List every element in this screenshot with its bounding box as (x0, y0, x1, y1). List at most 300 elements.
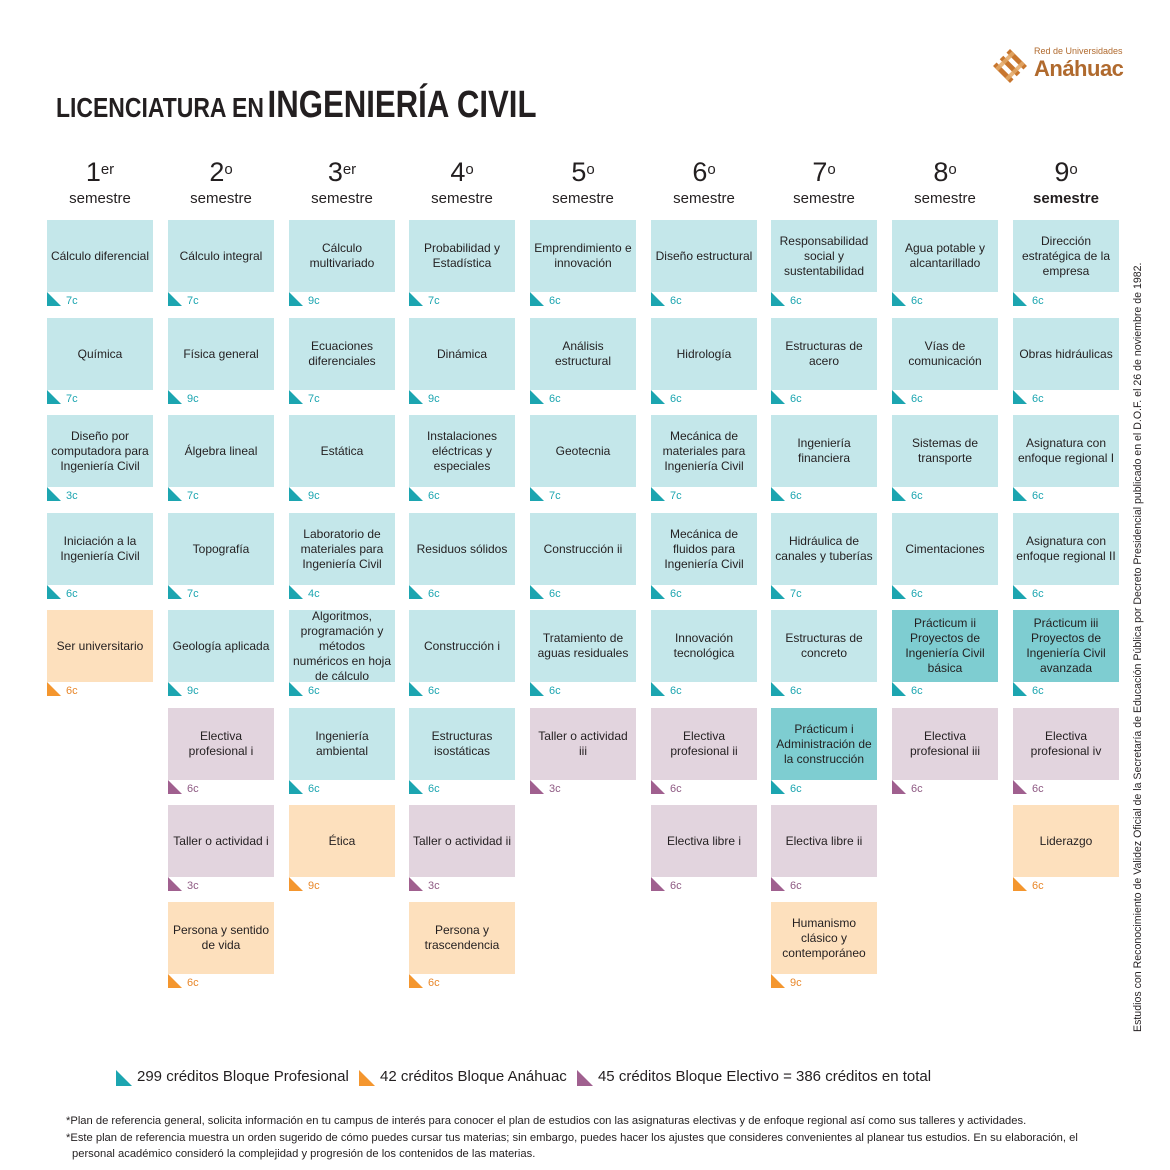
course-name: Dirección estratégica de la empresa (1021, 233, 1111, 278)
course-card (651, 610, 757, 682)
course-credits (47, 682, 107, 698)
credit-value: 6c (549, 685, 561, 697)
credit-flag-icon (168, 390, 182, 404)
course-card (1013, 318, 1119, 390)
course-credits (771, 877, 831, 893)
course-credits (289, 585, 349, 601)
credit-value: 4c (308, 588, 320, 600)
credit-flag-icon (651, 390, 665, 404)
credit-value: 6c (1032, 880, 1044, 892)
course-credits (651, 780, 711, 796)
credit-value: 6c (1032, 588, 1044, 600)
semester-number-value: 2 (209, 157, 225, 187)
course-card (892, 318, 998, 390)
course-credits (168, 585, 228, 601)
course-name: Humanismo clásico y contemporáneo (782, 915, 866, 960)
course-name: Residuos sólidos (416, 541, 508, 556)
credit-value: 3c (66, 490, 78, 502)
semester-number-value: 4 (450, 157, 466, 187)
course-name: Estructuras isostáticas (431, 729, 493, 758)
credit-flag-icon (530, 585, 544, 599)
credit-flag-icon (168, 292, 182, 306)
course-card (409, 220, 515, 292)
course-credits (409, 585, 469, 601)
course-card (168, 220, 274, 292)
course-name: Laboratorio de materiales para Ingeniería Civil (300, 526, 384, 571)
title-program: INGENIERÍA CIVIL (267, 84, 537, 126)
credit-value: 6c (66, 685, 78, 697)
credit-value: 6c (1032, 393, 1044, 405)
footnote-1: *Plan de referencia general, solicita información en tu campus de interés para conocer el plan de estudios con las asignaturas electivas y de enfoque regional así como sus talleres y actividades. (66, 1115, 1027, 1127)
course-card (168, 415, 274, 487)
course-name: Mecánica de materiales para Ingeniería Civil (662, 428, 746, 473)
semester-header-8 (892, 158, 998, 207)
credit-value: 6c (670, 685, 682, 697)
course-credits (289, 390, 349, 406)
logo-name-text: Anáhuac (1034, 56, 1124, 81)
credit-value: 6c (911, 295, 923, 307)
credit-flag-icon (409, 780, 423, 794)
credit-value: 7c (670, 490, 682, 502)
credit-value: 6c (549, 295, 561, 307)
course-card (771, 513, 877, 585)
course-name: Algoritmos, programación y métodos numéricos en hoja de cálculo (292, 608, 392, 683)
credit-flag-icon (168, 682, 182, 696)
course-card (168, 513, 274, 585)
semester-number (771, 158, 877, 186)
semester-header-3 (289, 158, 395, 207)
course-name: Sistemas de transporte (911, 436, 979, 465)
logo-network-text: Red de Universidades (1034, 46, 1123, 56)
semester-header-9 (1013, 158, 1119, 207)
course-credits (771, 585, 831, 601)
course-card (168, 318, 274, 390)
course-name: Hidráulica de canales y tuberías (775, 534, 873, 563)
course-card (771, 610, 877, 682)
credit-flag-icon (168, 974, 182, 988)
credit-flag-icon (289, 487, 303, 501)
course-name: Taller o actividad ii (412, 833, 512, 848)
credit-value: 6c (790, 783, 802, 795)
semester-header-6 (651, 158, 757, 207)
course-credits (409, 682, 469, 698)
course-card (289, 513, 395, 585)
course-credits (168, 390, 228, 406)
semester-number (651, 158, 757, 186)
course-name: Liderazgo (1039, 833, 1093, 848)
credit-value: 6c (187, 783, 199, 795)
credit-flag-icon (1013, 390, 1027, 404)
course-name: Álgebra lineal (184, 443, 258, 458)
course-card (289, 610, 395, 682)
credit-flag-icon (47, 585, 61, 599)
credit-flag-icon (771, 487, 785, 501)
course-card (771, 902, 877, 974)
semester-ordinal-suffix: o (1069, 161, 1078, 178)
course-name: Dinámica (436, 346, 487, 361)
course-credits (47, 292, 107, 308)
credit-value: 7c (66, 393, 78, 405)
course-card (168, 805, 274, 877)
legend-profesional (116, 1068, 349, 1085)
credit-flag-icon (892, 585, 906, 599)
course-card (47, 415, 153, 487)
credit-value: 7c (187, 490, 199, 502)
course-card (651, 415, 757, 487)
course-name: Diseño estructural (655, 248, 753, 263)
credit-flag-icon (892, 487, 906, 501)
credit-flag-icon (47, 390, 61, 404)
credit-flag-icon (1013, 780, 1027, 794)
course-name: Prácticum iii Proyectos de Ingeniería Civil avanzada (1026, 616, 1106, 675)
semester-label: semestre (1033, 190, 1099, 207)
credit-value: 6c (911, 783, 923, 795)
semester-header-1 (47, 158, 153, 207)
course-card (289, 415, 395, 487)
anahuac-logo (990, 42, 1124, 88)
credit-value: 6c (790, 880, 802, 892)
course-name: Cálculo diferencial (50, 248, 150, 263)
footnote-3: personal académico consideró la complejidad y progresión de los contenidos de las materias. (72, 1148, 536, 1160)
credit-value: 6c (428, 685, 440, 697)
semester-number-value: 6 (692, 157, 708, 187)
credit-flag-icon (168, 487, 182, 501)
credit-flag-icon (892, 292, 906, 306)
course-card (409, 708, 515, 780)
course-credits (651, 390, 711, 406)
semester-label: semestre (914, 190, 976, 207)
credit-flag-icon (1013, 292, 1027, 306)
credit-flag-icon (409, 877, 423, 891)
course-card (530, 513, 636, 585)
credit-flag-icon (771, 585, 785, 599)
credit-value: 9c (308, 490, 320, 502)
course-name: Estructuras de acero (785, 339, 863, 368)
credit-flag-icon (530, 390, 544, 404)
credit-flag-icon (530, 682, 544, 696)
course-name: Química (77, 346, 123, 361)
credit-value: 6c (670, 880, 682, 892)
course-card (771, 805, 877, 877)
course-credits (168, 682, 228, 698)
credit-flag-icon (47, 682, 61, 696)
course-card (651, 318, 757, 390)
credit-flag-icon (530, 487, 544, 501)
credit-flag-icon (47, 487, 61, 501)
credit-flag-icon (651, 877, 665, 891)
course-credits (771, 974, 831, 990)
credit-value: 6c (670, 393, 682, 405)
semester-number-value: 9 (1054, 157, 1070, 187)
course-credits (530, 390, 590, 406)
semester-label: semestre (69, 190, 131, 207)
course-card (530, 610, 636, 682)
course-credits (409, 877, 469, 893)
semester-number-value: 3 (327, 157, 343, 187)
validity-side-note: Estudios con Reconocimiento de Validez Oficial de la Secretaría de Educación Pública por Decreto Presidencial publicado en el D.O.F. el 26 de noviembre de 1982. (1132, 262, 1144, 1032)
credit-flag-icon (409, 487, 423, 501)
credit-value: 6c (308, 783, 320, 795)
semester-label: semestre (431, 190, 493, 207)
credit-value: 6c (790, 393, 802, 405)
course-name: Electiva libre i (666, 833, 742, 848)
course-credits (892, 292, 952, 308)
credit-flag-icon (409, 974, 423, 988)
credit-value: 7c (187, 295, 199, 307)
credit-value: 7c (428, 295, 440, 307)
semester-ordinal-suffix: o (586, 161, 595, 178)
course-credits (289, 487, 349, 503)
credit-value: 6c (790, 685, 802, 697)
course-name: Estructuras de concreto (785, 631, 863, 660)
credit-value: 6c (428, 783, 440, 795)
credit-flag-icon (651, 780, 665, 794)
course-credits (651, 487, 711, 503)
credit-value: 7c (549, 490, 561, 502)
semester-number (289, 158, 395, 186)
credit-value: 7c (790, 588, 802, 600)
semester-ordinal-suffix: o (948, 161, 957, 178)
course-card (771, 708, 877, 780)
credit-value: 6c (911, 588, 923, 600)
credit-value: 6c (790, 490, 802, 502)
course-card (1013, 708, 1119, 780)
course-name: Mecánica de fluidos para Ingeniería Civil (664, 526, 744, 571)
credit-flag-icon (530, 292, 544, 306)
course-name: Electiva profesional iv (1030, 729, 1102, 758)
credit-value: 6c (911, 685, 923, 697)
course-name: Topografía (192, 541, 250, 556)
course-card (289, 805, 395, 877)
credit-flag-icon (771, 974, 785, 988)
course-card (1013, 805, 1119, 877)
credit-flag-icon (409, 292, 423, 306)
course-name: Estática (320, 443, 364, 458)
credit-value: 6c (549, 393, 561, 405)
course-credits (892, 682, 952, 698)
course-credits (771, 780, 831, 796)
course-card (1013, 220, 1119, 292)
course-credits (47, 585, 107, 601)
credit-value: 6c (1032, 490, 1044, 502)
credit-value: 3c (428, 880, 440, 892)
credit-flag-icon (289, 292, 303, 306)
course-name: Ser universitario (56, 638, 144, 653)
semester-ordinal-suffix: o (224, 161, 233, 178)
course-card (168, 708, 274, 780)
credit-flag-icon (651, 487, 665, 501)
course-card (168, 902, 274, 974)
legend-electivo-flag-icon (577, 1070, 593, 1086)
course-card (892, 708, 998, 780)
course-name: Vías de comunicación (908, 339, 982, 368)
semester-number-value: 7 (812, 157, 828, 187)
semester-ordinal-suffix: er (100, 161, 115, 178)
credit-flag-icon (1013, 682, 1027, 696)
footnote-2: *Este plan de referencia muestra un orden sugerido de cómo puedes cursar tus materias; sin embargo, puedes hacer los ajustes que consideres convenientes al planear tus estudios. En su elaboración, el (66, 1132, 1078, 1144)
legend-profesional-flag-icon (116, 1070, 132, 1086)
credit-value: 7c (66, 295, 78, 307)
semester-number (409, 158, 515, 186)
semester-number (1013, 158, 1119, 186)
course-card (530, 708, 636, 780)
course-credits (1013, 780, 1073, 796)
semester-number-value: 1 (85, 157, 101, 187)
course-card (409, 902, 515, 974)
course-name: Electiva profesional iii (909, 729, 981, 758)
course-card (892, 610, 998, 682)
course-name: Electiva libre ii (785, 833, 863, 848)
course-credits (47, 390, 107, 406)
course-credits (168, 292, 228, 308)
course-credits (1013, 585, 1073, 601)
semester-number-value: 5 (571, 157, 587, 187)
credit-value: 6c (187, 977, 199, 989)
credit-value: 9c (308, 880, 320, 892)
semester-ordinal-suffix: o (827, 161, 836, 178)
course-credits (771, 682, 831, 698)
course-card (892, 513, 998, 585)
course-card (289, 220, 395, 292)
credit-flag-icon (1013, 877, 1027, 891)
course-card (289, 708, 395, 780)
semester-number (168, 158, 274, 186)
course-credits (409, 487, 469, 503)
legend-electivo-label: 45 créditos Bloque Electivo = 386 créditos en total (597, 1068, 932, 1085)
credit-flag-icon (771, 390, 785, 404)
course-card (409, 318, 515, 390)
legend-anahuac-label: 42 créditos Bloque Anáhuac (379, 1068, 567, 1085)
course-name: Geotecnia (555, 443, 611, 458)
course-name: Taller o actividad iii (538, 729, 628, 758)
course-name: Emprendimiento e innovación (534, 241, 632, 270)
semester-header-4 (409, 158, 515, 207)
course-credits (892, 780, 952, 796)
credit-value: 6c (911, 490, 923, 502)
credit-value: 9c (308, 295, 320, 307)
course-card (651, 220, 757, 292)
course-card (530, 220, 636, 292)
credit-value: 6c (428, 490, 440, 502)
credit-value: 6c (428, 977, 440, 989)
course-name: Electiva profesional ii (670, 729, 738, 758)
course-name: Instalaciones eléctricas y especiales (426, 428, 498, 473)
semester-label: semestre (190, 190, 252, 207)
course-name: Hidrología (676, 346, 732, 361)
course-card (530, 415, 636, 487)
course-credits (530, 780, 590, 796)
course-credits (651, 292, 711, 308)
semester-ordinal-suffix: er (342, 161, 357, 178)
course-card (771, 220, 877, 292)
course-name: Tratamiento de aguas residuales (537, 631, 629, 660)
course-name: Ingeniería ambiental (315, 729, 369, 758)
semester-ordinal-suffix: o (707, 161, 716, 178)
course-credits (892, 390, 952, 406)
course-name: Electiva profesional i (188, 729, 254, 758)
course-name: Cálculo multivariado (309, 241, 375, 270)
credit-flag-icon (892, 682, 906, 696)
credit-value: 3c (549, 783, 561, 795)
course-name: Persona y sentido de vida (172, 923, 270, 952)
credit-value: 6c (1032, 783, 1044, 795)
course-credits (168, 974, 228, 990)
semester-header-5 (530, 158, 636, 207)
course-credits (892, 487, 952, 503)
course-credits (409, 292, 469, 308)
semester-label: semestre (793, 190, 855, 207)
course-card (409, 513, 515, 585)
credit-flag-icon (47, 292, 61, 306)
course-name: Responsabilidad social y sustentabilidad (779, 233, 869, 278)
credit-value: 6c (549, 588, 561, 600)
legend-profesional-label: 299 créditos Bloque Profesional (137, 1068, 349, 1085)
semester-number (892, 158, 998, 186)
course-credits (168, 780, 228, 796)
course-credits (771, 487, 831, 503)
course-credits (409, 974, 469, 990)
course-credits (651, 682, 711, 698)
course-name: Construcción ii (543, 541, 623, 556)
credit-flag-icon (409, 390, 423, 404)
course-credits (530, 292, 590, 308)
course-card (892, 415, 998, 487)
course-card (47, 318, 153, 390)
semester-header-7 (771, 158, 877, 207)
credit-flag-icon (771, 292, 785, 306)
course-card (409, 610, 515, 682)
course-name: Ingeniería financiera (797, 436, 851, 465)
credit-flag-icon (651, 682, 665, 696)
course-card (409, 805, 515, 877)
course-card (1013, 415, 1119, 487)
credit-value: 6c (790, 295, 802, 307)
credit-flag-icon (651, 292, 665, 306)
course-name: Análisis estructural (554, 339, 612, 368)
credit-flag-icon (409, 682, 423, 696)
course-name: Asignatura con enfoque regional I (1017, 436, 1115, 465)
semester-number (530, 158, 636, 186)
semester-number (47, 158, 153, 186)
credit-flag-icon (289, 877, 303, 891)
anahuac-logo-mark (990, 46, 1030, 86)
course-card (47, 220, 153, 292)
course-credits (168, 487, 228, 503)
course-credits (1013, 292, 1073, 308)
course-credits (530, 585, 590, 601)
course-card (651, 513, 757, 585)
credit-flag-icon (168, 780, 182, 794)
course-name: Iniciación a la Ingeniería Civil (60, 534, 140, 563)
course-card (47, 610, 153, 682)
credit-flag-icon (289, 390, 303, 404)
credit-flag-icon (168, 585, 182, 599)
legend-anahuac (359, 1068, 567, 1085)
credit-value: 6c (1032, 685, 1044, 697)
course-card (1013, 513, 1119, 585)
course-name: Obras hidráulicas (1019, 346, 1113, 361)
course-card (530, 318, 636, 390)
course-name: Agua potable y alcantarillado (904, 241, 986, 270)
course-credits (771, 390, 831, 406)
course-name: Geología aplicada (172, 638, 270, 653)
course-credits (1013, 487, 1073, 503)
course-name: Taller o actividad i (173, 833, 269, 848)
course-credits (1013, 390, 1073, 406)
course-credits (409, 390, 469, 406)
course-card (771, 415, 877, 487)
course-credits (289, 292, 349, 308)
